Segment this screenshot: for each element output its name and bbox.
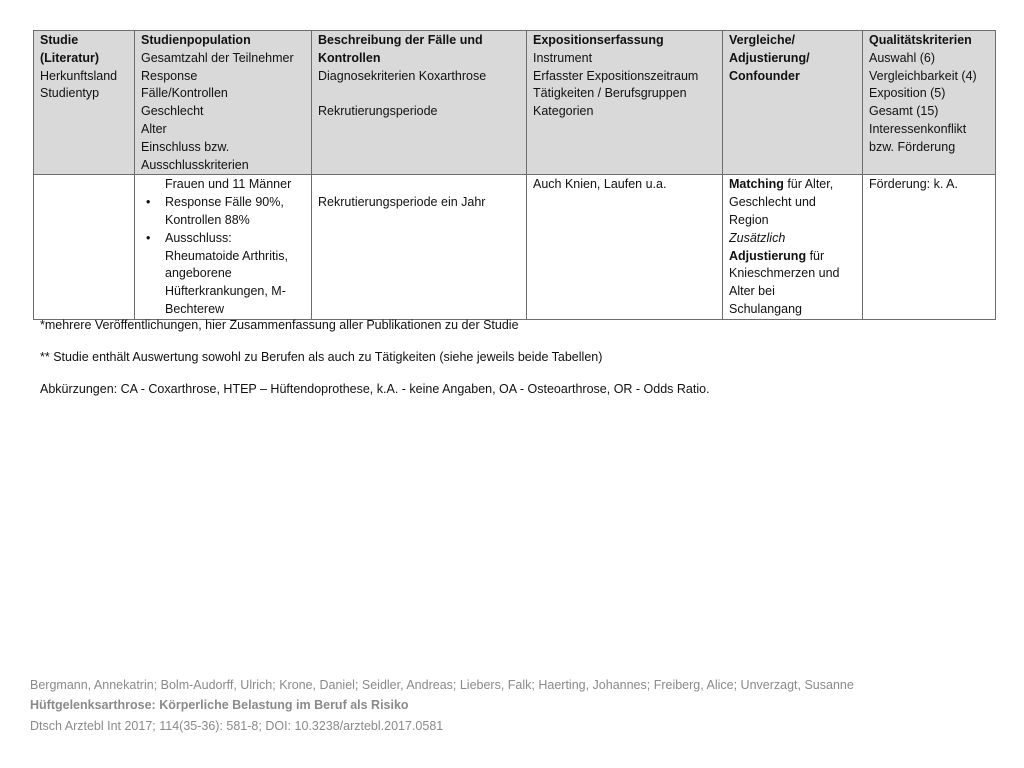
- list-item: [141, 230, 305, 319]
- header-line: Gesamtzahl der Teilnehmer: [141, 50, 294, 65]
- blank-line: [318, 85, 520, 103]
- adjustment-text: Adjustierung: [729, 248, 807, 263]
- list-item: [141, 176, 305, 194]
- population-line: Rheumatoide Arthritis,: [165, 248, 288, 263]
- population-line: Bechterew: [165, 301, 225, 316]
- population-line: Response Fälle 90%,: [165, 195, 284, 210]
- header-line: Fälle/Kontrollen: [141, 86, 228, 101]
- header-line: Confounder: [729, 68, 800, 83]
- footer-citation: Dtsch Arztebl Int 2017; 114(35-36): 581-8; DOI: 10.3238/arztebl.2017.0581: [30, 719, 444, 733]
- adjustment-text: Schulangang: [729, 301, 802, 316]
- blank-line: [318, 176, 520, 194]
- description-line: Rekrutierungsperiode ein Jahr: [318, 195, 486, 210]
- exposure-line: Auch Knien, Laufen u.a.: [533, 177, 667, 192]
- note-jobs-and-activities: ** Studie enthält Auswertung sowohl zu Berufen als auch zu Tätigkeiten (siehe jeweils beide Tabellen): [40, 350, 603, 364]
- note-abbreviations: Abkürzungen: CA - Coxarthrose, HTEP – Hüftendoprothese, k.A. - keine Angaben, OA - Osteoarthrose, OR - Odds Ratio.: [40, 382, 710, 396]
- note-multiple-publications: *mehrere Veröffentlichungen, hier Zusammenfassung aller Publikationen zu der Studie: [40, 318, 519, 332]
- population-line: Frauen und 11 Männer: [165, 177, 292, 192]
- header-line: Vergleichbarkeit (4): [869, 68, 977, 83]
- header-population: [135, 31, 312, 175]
- header-line: Diagnosekriterien Koxarthrose: [318, 68, 487, 83]
- table-header-row: [34, 31, 996, 175]
- study-table: [33, 30, 996, 320]
- adjustment-text: Matching: [729, 177, 784, 192]
- header-adjustment: [723, 31, 863, 175]
- header-line: Erfasster Expositionszeitraum: [533, 68, 699, 83]
- population-line: angeborene: [165, 266, 232, 281]
- header-line: Adjustierung/: [729, 50, 810, 65]
- adjustment-text: Region: [729, 212, 769, 227]
- adjustment-line: [729, 265, 856, 283]
- header-line: Alter: [141, 121, 167, 136]
- adjustment-text: für: [806, 248, 825, 263]
- table-row: [34, 175, 996, 319]
- cell-quality: [863, 175, 996, 319]
- population-list: [141, 176, 305, 318]
- header-line: Expositionserfassung: [533, 33, 664, 47]
- header-line: Gesamt (15): [869, 104, 939, 119]
- header-line: Ausschlusskriterien: [141, 157, 249, 172]
- header-line: Interessenkonflikt: [869, 121, 967, 136]
- population-line: Hüfterkrankungen, M-: [165, 284, 286, 299]
- header-line: Kategorien: [533, 104, 594, 119]
- adjustment-line: [729, 230, 856, 248]
- header-line: Studie: [40, 33, 79, 47]
- header-line: Geschlecht: [141, 104, 204, 119]
- list-item: [141, 194, 305, 230]
- header-line: Qualitätskriterien: [869, 33, 972, 47]
- header-line: Herkunftsland: [40, 68, 118, 83]
- header-quality: [863, 31, 996, 175]
- adjustment-text: Zusätzlich: [729, 230, 786, 245]
- header-line: Studienpopulation: [141, 33, 251, 47]
- bullet-icon: •: [146, 195, 151, 210]
- cell-exposure: [527, 175, 723, 319]
- header-line: Response: [141, 68, 198, 83]
- header-line: Instrument: [533, 50, 593, 65]
- header-line: bzw. Förderung: [869, 139, 956, 154]
- adjustment-line: [729, 283, 856, 301]
- header-line: Vergleiche/: [729, 33, 796, 47]
- adjustment-line: [729, 301, 856, 319]
- quality-line: Förderung: k. A.: [869, 177, 958, 192]
- footer-title: Hüftgelenksarthrose: Körperliche Belastung im Beruf als Risiko: [30, 698, 409, 712]
- header-line: Auswahl (6): [869, 50, 935, 65]
- header-line: Kontrollen: [318, 50, 381, 65]
- header-line: Beschreibung der Fälle und: [318, 33, 483, 47]
- adjustment-line: [729, 212, 856, 230]
- header-exposure: [527, 31, 723, 175]
- adjustment-line: [729, 176, 856, 194]
- adjustment-text: Alter bei: [729, 284, 775, 299]
- header-study: [34, 31, 135, 175]
- adjustment-text: Geschlecht und: [729, 195, 816, 210]
- population-line: Ausschluss:: [165, 230, 232, 245]
- header-line: Rekrutierungsperiode: [318, 104, 438, 119]
- cell-population: [135, 175, 312, 319]
- adjustment-text: Knieschmerzen und: [729, 266, 840, 281]
- header-line: Einschluss bzw.: [141, 139, 230, 154]
- header-line: Exposition (5): [869, 86, 946, 101]
- bullet-icon: •: [146, 230, 151, 245]
- cell-adjustment: [723, 175, 863, 319]
- population-line: Kontrollen 88%: [165, 212, 250, 227]
- header-line: Tätigkeiten / Berufsgruppen: [533, 86, 687, 101]
- header-description: [312, 31, 527, 175]
- adjustment-line: [729, 248, 856, 266]
- cell-study: [34, 175, 135, 319]
- adjustment-text: für Alter,: [783, 177, 834, 192]
- cell-description: [312, 175, 527, 319]
- header-line: Studientyp: [40, 86, 100, 101]
- adjustment-line: [729, 194, 856, 212]
- footer-authors: Bergmann, Annekatrin; Bolm-Audorff, Ulrich; Krone, Daniel; Seidler, Andreas; Liebers, Falk; Haerting, Johannes; Freiberg, Alice; Unverzagt, Susanne: [30, 678, 854, 692]
- header-line: (Literatur): [40, 50, 100, 65]
